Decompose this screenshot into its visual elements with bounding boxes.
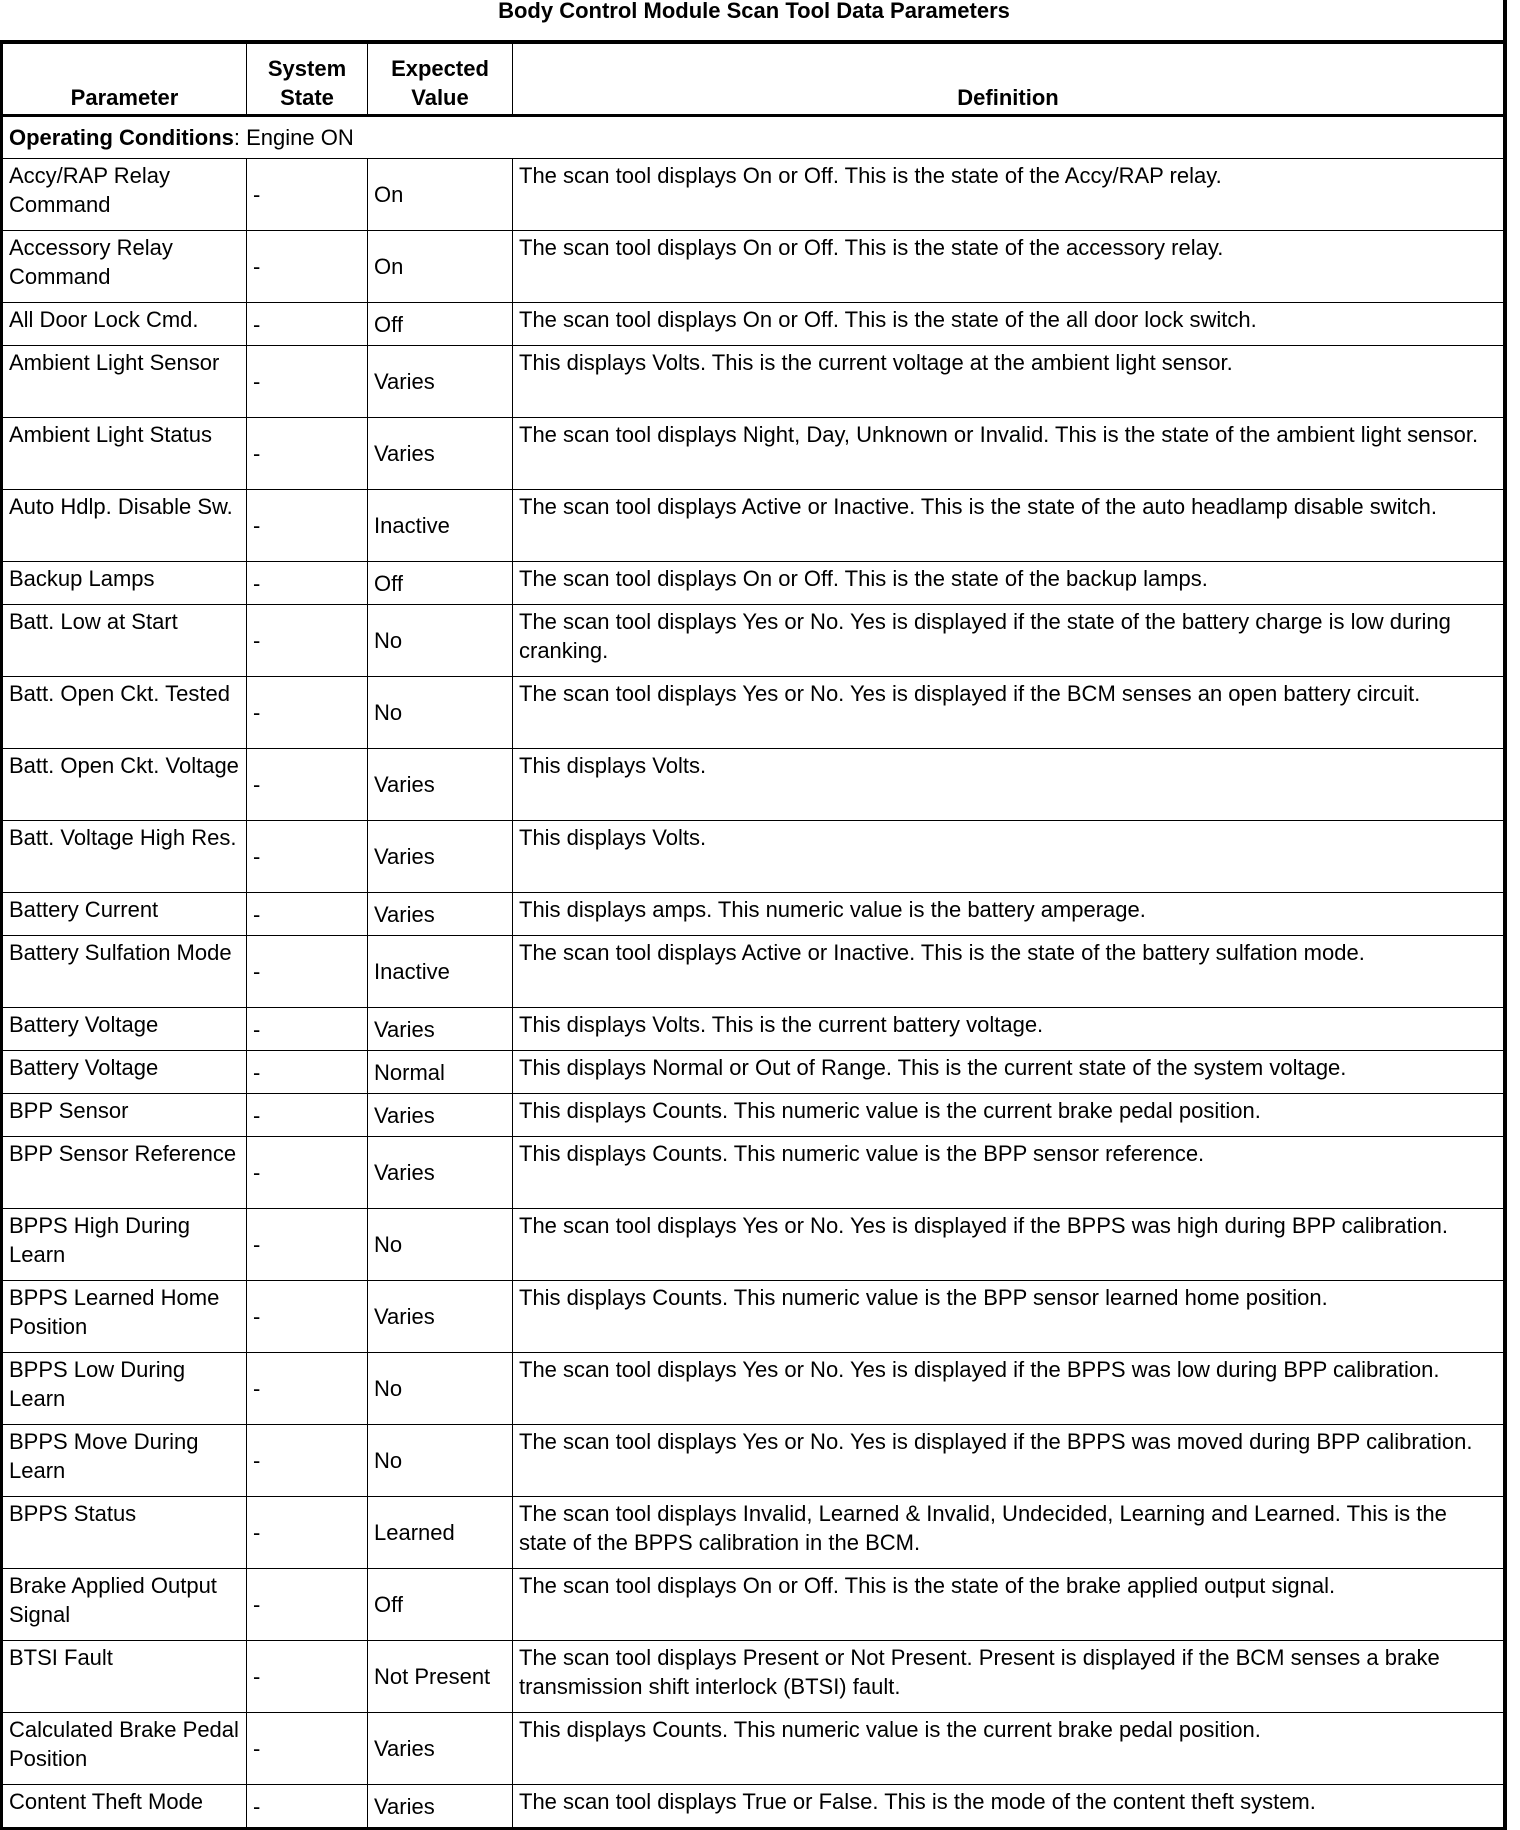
operating-conditions-label: Operating Conditions [9, 125, 234, 150]
parameter-cell: Brake Applied Output Signal [2, 1569, 247, 1641]
definition-cell: The scan tool displays Active or Inactive. This is the state of the battery sulfation mode. [513, 936, 1506, 1008]
system-state-cell: - [247, 562, 368, 605]
system-state-cell: - [247, 418, 368, 490]
system-state-cell: - [247, 821, 368, 893]
definition-cell: The scan tool displays On or Off. This is the state of the brake applied output signal. [513, 1569, 1506, 1641]
parameter-cell: Content Theft Mode [2, 1785, 247, 1829]
expected-value-cell: On [368, 231, 513, 303]
header-parameter: Parameter [2, 42, 247, 116]
operating-conditions-value: : Engine ON [233, 125, 354, 150]
parameter-cell: All Door Lock Cmd. [2, 303, 247, 346]
system-state-cell: - [247, 1569, 368, 1641]
system-state-cell: - [247, 1051, 368, 1094]
system-state-cell: - [247, 677, 368, 749]
expected-value-cell: On [368, 159, 513, 231]
expected-value-cell: Off [368, 562, 513, 605]
operating-conditions-row [2, 116, 1506, 159]
table-row [2, 418, 1506, 490]
expected-value-cell: Varies [368, 1713, 513, 1785]
expected-value-cell: Inactive [368, 490, 513, 562]
expected-value-cell: Varies [368, 821, 513, 893]
expected-value-cell: No [368, 605, 513, 677]
system-state-cell: - [247, 1209, 368, 1281]
system-state-cell: - [247, 1353, 368, 1425]
table-row [2, 677, 1506, 749]
definition-cell: The scan tool displays True or False. This is the mode of the content theft system. [513, 1785, 1506, 1829]
definition-cell: This displays Volts. This is the current battery voltage. [513, 1008, 1506, 1051]
definition-cell: The scan tool displays Active or Inactive. This is the state of the auto headlamp disable switch. [513, 490, 1506, 562]
definition-cell: This displays Volts. [513, 749, 1506, 821]
definition-cell: The scan tool displays Yes or No. Yes is displayed if the BPPS was low during BPP calibration. [513, 1353, 1506, 1425]
parameter-cell: Ambient Light Status [2, 418, 247, 490]
header-system-state: System State [247, 42, 368, 116]
system-state-cell: - [247, 1785, 368, 1829]
definition-cell: The scan tool displays Yes or No. Yes is displayed if the BPPS was moved during BPP calibration. [513, 1425, 1506, 1497]
table-row [2, 490, 1506, 562]
table-row [2, 303, 1506, 346]
definition-cell: This displays Volts. [513, 821, 1506, 893]
system-state-cell: - [247, 1641, 368, 1713]
system-state-cell: - [247, 749, 368, 821]
parameter-cell: Accy/RAP Relay Command [2, 159, 247, 231]
definition-cell: The scan tool displays On or Off. This is the state of the accessory relay. [513, 231, 1506, 303]
document-title: Body Control Module Scan Tool Data Parameters [498, 0, 1010, 23]
table-row [2, 346, 1506, 418]
system-state-cell: - [247, 1281, 368, 1353]
table-row [2, 1209, 1506, 1281]
parameter-cell: BPP Sensor [2, 1094, 247, 1137]
header-expected-value: Expected Value [368, 42, 513, 116]
expected-value-cell: No [368, 1425, 513, 1497]
expected-value-cell: Varies [368, 1281, 513, 1353]
parameter-cell: Backup Lamps [2, 562, 247, 605]
system-state-cell: - [247, 490, 368, 562]
parameter-cell: BPPS Learned Home Position [2, 1281, 247, 1353]
expected-value-cell: Varies [368, 893, 513, 936]
parameter-cell: Auto Hdlp. Disable Sw. [2, 490, 247, 562]
expected-value-cell: Varies [368, 1137, 513, 1209]
expected-value-cell: No [368, 677, 513, 749]
definition-cell: The scan tool displays On or Off. This is the state of the all door lock switch. [513, 303, 1506, 346]
parameter-cell: BPP Sensor Reference [2, 1137, 247, 1209]
table-row [2, 1008, 1506, 1051]
definition-cell: This displays Volts. This is the current voltage at the ambient light sensor. [513, 346, 1506, 418]
definition-cell: This displays Counts. This numeric value is the BPP sensor learned home position. [513, 1281, 1506, 1353]
definition-cell: This displays Counts. This numeric value is the BPP sensor reference. [513, 1137, 1506, 1209]
expected-value-cell: Learned [368, 1497, 513, 1569]
system-state-cell: - [247, 1137, 368, 1209]
parameter-cell: Battery Current [2, 893, 247, 936]
definition-cell: The scan tool displays Night, Day, Unknown or Invalid. This is the state of the ambient light sensor. [513, 418, 1506, 490]
system-state-cell: - [247, 1713, 368, 1785]
parameter-cell: BPPS Low During Learn [2, 1353, 247, 1425]
parameter-cell: BPPS Status [2, 1497, 247, 1569]
table-row [2, 1094, 1506, 1137]
expected-value-cell: Varies [368, 346, 513, 418]
system-state-cell: - [247, 1497, 368, 1569]
expected-value-cell: No [368, 1353, 513, 1425]
definition-cell: This displays Counts. This numeric value is the current brake pedal position. [513, 1713, 1506, 1785]
expected-value-cell: Varies [368, 1008, 513, 1051]
table-row [2, 1051, 1506, 1094]
table-row [2, 159, 1506, 231]
header-definition: Definition [513, 42, 1506, 116]
scan-tool-data-table [0, 40, 1507, 1830]
definition-cell: The scan tool displays Invalid, Learned & Invalid, Undecided, Learning and Learned. This is the state of the BPPS calibration in the BCM. [513, 1497, 1506, 1569]
system-state-cell: - [247, 893, 368, 936]
definition-cell: The scan tool displays Yes or No. Yes is displayed if the BPPS was high during BPP calibration. [513, 1209, 1506, 1281]
parameter-cell: Ambient Light Sensor [2, 346, 247, 418]
expected-value-cell: Not Present [368, 1641, 513, 1713]
table-row [2, 893, 1506, 936]
table-row [2, 605, 1506, 677]
definition-cell: The scan tool displays Present or Not Present. Present is displayed if the BCM senses a brake transmission shift interlock (BTSI) fault. [513, 1641, 1506, 1713]
system-state-cell: - [247, 605, 368, 677]
expected-value-cell: Off [368, 303, 513, 346]
table-row [2, 562, 1506, 605]
parameter-cell: BPPS Move During Learn [2, 1425, 247, 1497]
table-row [2, 1713, 1506, 1785]
frame-border [1503, 0, 1507, 44]
system-state-cell: - [247, 231, 368, 303]
table-row [2, 1137, 1506, 1209]
parameter-cell: Batt. Open Ckt. Voltage [2, 749, 247, 821]
system-state-cell: - [247, 1425, 368, 1497]
expected-value-cell: Varies [368, 1094, 513, 1137]
parameter-cell: Accessory Relay Command [2, 231, 247, 303]
parameter-cell: Batt. Open Ckt. Tested [2, 677, 247, 749]
parameter-cell: BPPS High During Learn [2, 1209, 247, 1281]
parameter-cell: Battery Voltage [2, 1051, 247, 1094]
table-row [2, 821, 1506, 893]
table-row [2, 1497, 1506, 1569]
table-row [2, 936, 1506, 1008]
system-state-cell: - [247, 346, 368, 418]
definition-cell: This displays amps. This numeric value is the battery amperage. [513, 893, 1506, 936]
definition-cell: This displays Counts. This numeric value is the current brake pedal position. [513, 1094, 1506, 1137]
definition-cell: The scan tool displays On or Off. This is the state of the Accy/RAP relay. [513, 159, 1506, 231]
expected-value-cell: Normal [368, 1051, 513, 1094]
system-state-cell: - [247, 936, 368, 1008]
table-row [2, 1425, 1506, 1497]
parameter-cell: Batt. Low at Start [2, 605, 247, 677]
parameter-cell: BTSI Fault [2, 1641, 247, 1713]
table-row [2, 1281, 1506, 1353]
parameter-cell: Battery Voltage [2, 1008, 247, 1051]
parameter-cell: Batt. Voltage High Res. [2, 821, 247, 893]
definition-cell: This displays Normal or Out of Range. This is the current state of the system voltage. [513, 1051, 1506, 1094]
table-row [2, 1353, 1506, 1425]
expected-value-cell: Varies [368, 1785, 513, 1829]
table-row [2, 1785, 1506, 1829]
expected-value-cell: No [368, 1209, 513, 1281]
expected-value-cell: Varies [368, 418, 513, 490]
system-state-cell: - [247, 159, 368, 231]
expected-value-cell: Off [368, 1569, 513, 1641]
table-row [2, 231, 1506, 303]
expected-value-cell: Inactive [368, 936, 513, 1008]
parameter-cell: Calculated Brake Pedal Position [2, 1713, 247, 1785]
table-header-row [2, 42, 1506, 116]
definition-cell: The scan tool displays Yes or No. Yes is displayed if the state of the battery charge is low during cranking. [513, 605, 1506, 677]
expected-value-cell: Varies [368, 749, 513, 821]
definition-cell: The scan tool displays Yes or No. Yes is displayed if the BCM senses an open battery circuit. [513, 677, 1506, 749]
system-state-cell: - [247, 1008, 368, 1051]
parameter-cell: Battery Sulfation Mode [2, 936, 247, 1008]
definition-cell: The scan tool displays On or Off. This is the state of the backup lamps. [513, 562, 1506, 605]
table-row [2, 749, 1506, 821]
system-state-cell: - [247, 303, 368, 346]
table-row [2, 1569, 1506, 1641]
system-state-cell: - [247, 1094, 368, 1137]
table-row [2, 1641, 1506, 1713]
